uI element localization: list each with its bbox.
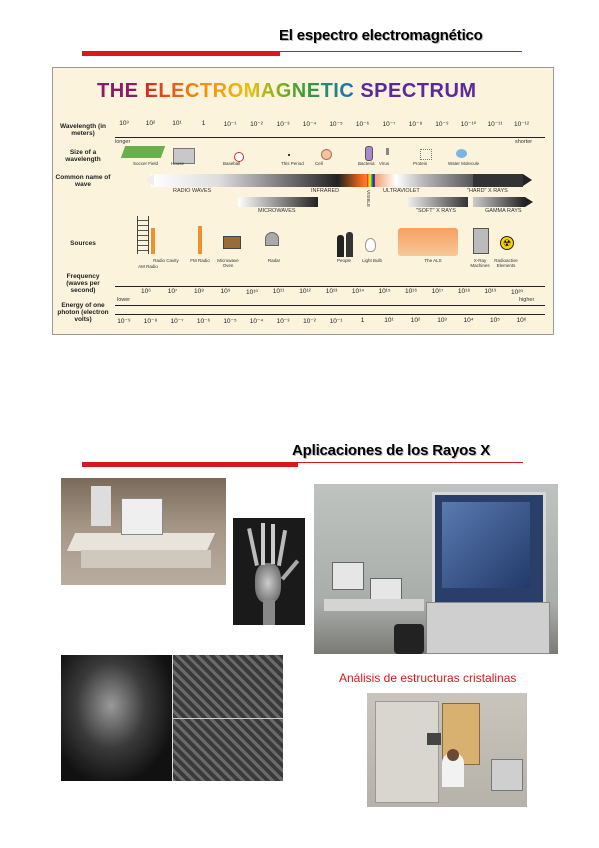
xray-table-photo	[61, 478, 226, 585]
frequency-tick-label: 10¹²	[299, 288, 311, 295]
energy-tick-label: 10⁻⁶	[196, 318, 211, 325]
frequency-ruler	[115, 286, 545, 287]
infrared-label: INFRARED	[311, 188, 340, 194]
energy-ruler	[115, 305, 545, 306]
radio-waves-label: RADIO WAVES	[173, 188, 212, 194]
wavelength-tick-label: 10⁻⁴	[302, 121, 317, 128]
frequency-tick-label: 10⁶	[141, 288, 151, 295]
row-label-size: Size of a wavelength	[65, 149, 101, 163]
source-label: X-Ray Machines	[470, 258, 490, 268]
electromagnetic-spectrum-figure	[52, 67, 554, 335]
higher-label: higher	[519, 297, 535, 303]
protein-icon	[420, 149, 432, 160]
energy-ticks	[113, 317, 543, 329]
period-icon	[288, 154, 290, 156]
ultraviolet-label: ULTRAVIOLET	[383, 188, 420, 194]
row-label-energy: Energy of one photon (electron volts)	[57, 302, 109, 323]
row-label-sources: Sources	[70, 240, 96, 247]
source-labels	[53, 258, 553, 272]
crystal-analysis-caption: Análisis de estructuras cristalinas	[339, 671, 517, 685]
energy-tick-label: 10⁶	[516, 317, 527, 324]
portrait-xray-composite-photo	[61, 655, 283, 781]
person-icon-1	[337, 235, 344, 257]
bacteria-icon	[365, 146, 373, 161]
source-label: Microwave Oven	[217, 258, 239, 268]
energy-tick-label: 10⁻²	[303, 318, 316, 325]
cell-icon	[321, 149, 332, 160]
diffractometer-lab-photo	[314, 484, 558, 654]
size-item-label: Bacteria	[358, 161, 375, 166]
wavelength-tick-label: 10⁻²	[250, 121, 263, 128]
size-item-label: Baseball	[223, 161, 241, 166]
wave-band-main	[151, 174, 491, 187]
wavelength-ruler	[115, 137, 545, 138]
row-label-common-name: Common name of wave	[55, 174, 111, 188]
energy-tick-label: 10⁻⁸	[143, 318, 158, 325]
radioactive-icon: ☢	[500, 236, 514, 250]
visible-label: VISIBLE	[366, 190, 371, 208]
wavelength-tick-label: 10²	[145, 120, 156, 127]
size-item-label: This Period	[281, 161, 304, 166]
wavelength-ticks	[113, 120, 543, 132]
energy-tick-label: 10⁻³	[276, 318, 290, 325]
radar-icon	[265, 232, 279, 246]
size-item-labels	[53, 161, 553, 169]
wavelength-tick-label: 1	[201, 120, 206, 127]
source-label: Radar	[267, 258, 281, 263]
frequency-ticks	[113, 288, 543, 300]
source-label: AM Radio	[138, 264, 158, 269]
energy-tick-label: 10⁻⁵	[223, 318, 237, 325]
size-item-label: Soccer Field	[133, 161, 159, 166]
person-icon-2	[346, 232, 353, 257]
microwaves-label: MICROWAVES	[258, 208, 296, 214]
section-heading-spectrum: El espectro electromagnético	[279, 27, 483, 44]
row-label-frequency: Frequency (waves per second)	[66, 273, 100, 294]
frequency-tick-label: 10¹⁸	[457, 288, 471, 295]
light-bulb-icon	[365, 238, 376, 252]
hand-xray-photo	[233, 518, 305, 625]
radio-cavity-bar	[151, 228, 155, 254]
gamma-band-arrow	[525, 197, 533, 207]
wavelength-tick-label: 10⁻⁸	[408, 121, 423, 128]
longer-label: longer	[115, 139, 131, 145]
row-label-wavelength: Wavelength (in meters)	[60, 123, 106, 137]
source-label: People	[336, 258, 351, 263]
gamma-band	[473, 197, 525, 207]
microwave-oven-icon	[223, 236, 241, 249]
source-label: Radio Cavity	[153, 258, 179, 263]
energy-ruler-bottom	[115, 314, 545, 315]
size-item-label: Cell	[315, 161, 323, 166]
soft-x-rays-label: "SOFT" X RAYS	[416, 208, 456, 214]
wavelength-tick-label: 10³	[119, 120, 129, 127]
frequency-tick-label: 10⁸	[194, 288, 204, 295]
source-label: FM Radio	[190, 258, 210, 263]
frequency-tick-label: 10¹⁴	[351, 288, 365, 295]
water-molecule-icon	[456, 149, 467, 158]
size-item-label: House	[171, 161, 185, 166]
x-ray-machine-icon	[473, 228, 489, 254]
radio-tower-icon	[137, 216, 149, 254]
section-heading-xray-applications: Aplicaciones de los Rayos X	[292, 442, 491, 459]
frequency-tick-label: 10¹⁷	[431, 288, 444, 295]
shorter-label: shorter	[515, 139, 533, 145]
frequency-tick-label: 10⁷	[167, 288, 178, 295]
microwaves-band	[238, 197, 318, 207]
frequency-tick-label: 10¹⁵	[378, 288, 391, 295]
frequency-tick-label: 10⁹	[220, 288, 231, 295]
energy-tick-label: 10⁻⁹	[117, 318, 131, 325]
energy-tick-label: 10²	[410, 317, 421, 324]
als-facility-icon	[398, 228, 458, 256]
wave-band-right-arrow	[523, 174, 532, 186]
soccer-field-icon	[121, 146, 165, 158]
wavelength-tick-label: 10⁻⁹	[435, 121, 449, 128]
energy-tick-label: 10⁻⁷	[170, 318, 184, 325]
wavelength-tick-label: 10⁻¹¹	[487, 121, 503, 128]
source-label: The ALS	[424, 258, 442, 263]
energy-tick-label: 10³	[437, 317, 447, 324]
hard-x-rays-label: "HARD" X RAYS	[467, 188, 508, 194]
hard-x-band	[473, 174, 523, 187]
energy-tick-label: 10⁴	[463, 317, 474, 324]
operator-diffractometer-photo	[367, 693, 527, 807]
wavelength-tick-label: 10⁻⁵	[329, 121, 343, 128]
wavelength-tick-label: 10⁻¹²	[514, 121, 529, 128]
heading-underline-bar	[82, 51, 280, 56]
frequency-tick-label: 10¹¹	[272, 288, 285, 295]
wavelength-tick-label: 10¹	[172, 120, 182, 127]
visible-band	[367, 174, 375, 187]
fm-radio-bar	[198, 226, 202, 254]
heading2-underline-bar	[82, 462, 298, 467]
spectrum-title: THE ELECTROMAGNETIC SPECTRUM	[97, 80, 477, 102]
source-label: Radioactive Elements	[494, 258, 518, 268]
wavelength-tick-label: 10⁻¹	[223, 121, 237, 128]
frequency-tick-label: 10¹⁹	[484, 288, 497, 295]
size-item-label: Water Molecule	[448, 161, 480, 166]
lower-label: lower	[117, 297, 131, 303]
frequency-tick-label: 10¹⁰	[245, 289, 258, 296]
energy-tick-label: 10⁻¹	[329, 318, 343, 325]
frequency-tick-label: 10¹⁶	[404, 288, 418, 295]
energy-tick-label: 10¹	[384, 317, 394, 324]
energy-tick-label: 10⁵	[490, 317, 500, 324]
wavelength-tick-label: 10⁻⁶	[355, 121, 370, 128]
wave-band-left-arrow	[145, 174, 154, 186]
energy-tick-label: 10⁻⁴	[249, 318, 264, 325]
heading2-underline-line	[298, 462, 523, 463]
size-item-label: Virus	[379, 161, 390, 166]
virus-icon	[386, 148, 389, 155]
wavelength-tick-label: 10⁻⁷	[382, 121, 396, 128]
wavelength-tick-label: 10⁻¹⁰	[460, 121, 477, 128]
wavelength-tick-label: 10⁻³	[276, 121, 290, 128]
heading-underline-line	[280, 51, 522, 52]
frequency-tick-label: 10²⁰	[510, 289, 523, 296]
energy-tick-label: 1	[360, 317, 365, 324]
soft-x-band	[408, 197, 468, 207]
frequency-tick-label: 10¹³	[325, 288, 338, 295]
source-label: Light Bulb	[361, 258, 382, 263]
size-item-label: Protein	[413, 161, 428, 166]
gamma-rays-label: GAMMA RAYS	[485, 208, 522, 214]
